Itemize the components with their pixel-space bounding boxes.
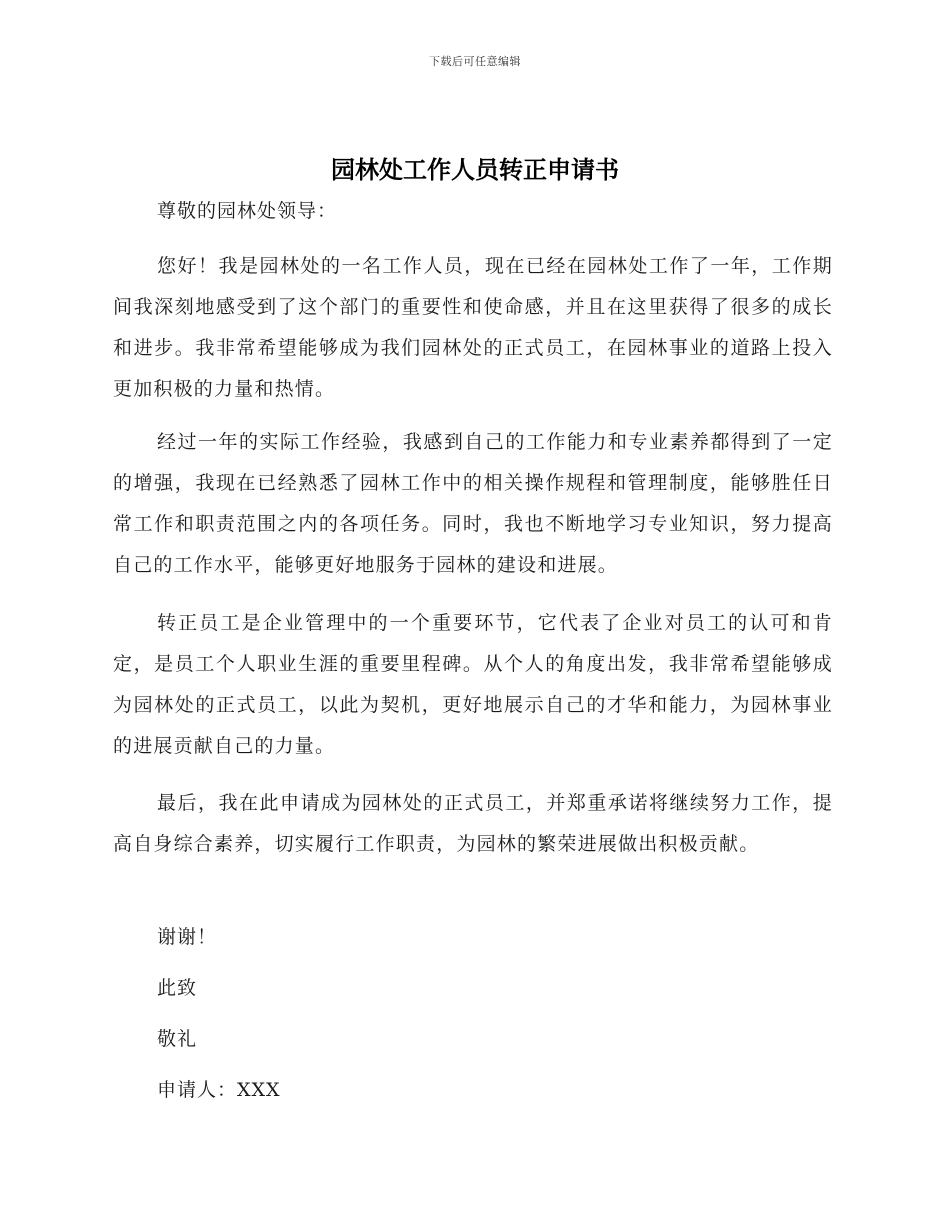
closing-line-1: 此致 (157, 977, 198, 999)
applicant-signature: 申请人：XXX (157, 1079, 281, 1101)
body-paragraph-4: 最后，我在此申请成为园林处的正式员工，并郑重承诺将继续努力工作，提高自身综合素养，切实履行工作职责，为园林的繁荣进展做出积极贡献。 (113, 792, 833, 855)
body-paragraph-3: 转正员工是企业管理中的一个重要环节，它代表了企业对员工的认可和肯定，是员工个人职业生涯的重要里程碑。从个人的角度出发，我非常希望能够成为园林处的正式员工，以此为契机，更好地展示自己的才华和能力，为园林事业的进展贡献自己的力量。 (113, 612, 833, 757)
thanks-line: 谢谢！ (157, 926, 218, 948)
body-paragraph-1: 您好！我是园林处的一名工作人员，现在已经在园林处工作了一年，工作期间我深刻地感受到了这个部门的重要性和使命感，并且在这里获得了很多的成长和进步。我非常希望能够成为我们园林处的正式员工，在园林事业的道路上投入更加积极的力量和热情。 (113, 255, 833, 400)
page-header-note: 下载后可任意编辑 (429, 55, 521, 68)
document-title: 园林处工作人员转正申请书 (331, 156, 619, 184)
salutation: 尊敬的园林处领导： (157, 200, 338, 222)
closing-line-2: 敬礼 (157, 1028, 198, 1050)
body-paragraph-2: 经过一年的实际工作经验，我感到自己的工作能力和专业素养都得到了一定的增强，我现在已经熟悉了园林工作中的相关操作规程和管理制度，能够胜任日常工作和职责范围之内的各项任务。同时，我也不断地学习专业知识，努力提高自己的工作水平，能够更好地服务于园林的建设和进展。 (113, 431, 833, 576)
